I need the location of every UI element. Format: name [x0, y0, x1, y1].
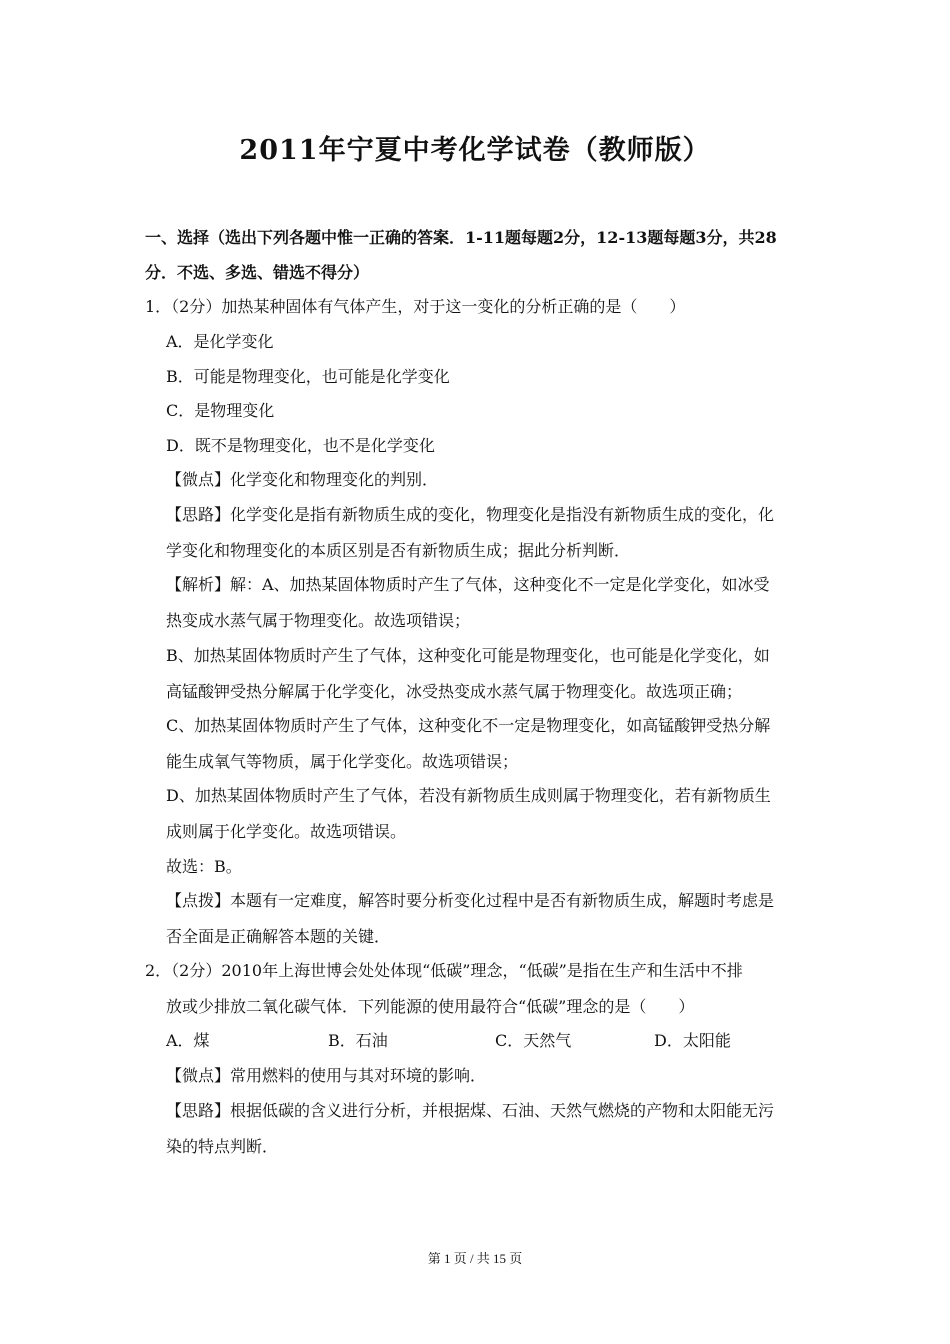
question-2-stem-line: 2．（2分）2010年上海世博会处处体现“低碳”理念，“低碳”是指在生产和生活中不排	[145, 961, 743, 980]
question-2-option-c: C．天然气	[495, 1031, 572, 1050]
question-1-point: 【微点】化学变化和物理变化的判别．	[166, 470, 439, 489]
question-1-idea-line: 学变化和物理变化的本质区别是否有新物质生成；据此分析判断．	[166, 541, 631, 560]
question-1-tip-line: 否全面是正确解答本题的关键．	[166, 927, 391, 946]
question-2-option-a: A．煤	[166, 1031, 210, 1050]
question-1-analysis-line: 成则属于化学变化。故选项错误。	[166, 822, 407, 841]
question-1-stem: 1．（2分）加热某种固体有气体产生，对于这一变化的分析正确的是（ ）	[145, 297, 686, 316]
question-2-stem-line: 放或少排放二氧化碳气体．下列能源的使用最符合“低碳”理念的是（ ）	[166, 997, 695, 1016]
question-2-option-b: B．石油	[328, 1031, 388, 1050]
question-1-analysis-line: 热变成水蒸气属于物理变化。故选项错误；	[166, 611, 471, 630]
question-1-option-b: B．可能是物理变化，也可能是化学变化	[166, 367, 450, 386]
question-1-analysis-line: 【解析】解：A、加热某固体物质时产生了气体，这种变化不一定是化学变化，如冰受	[166, 575, 770, 594]
question-1-analysis-line: B、加热某固体物质时产生了气体，这种变化可能是物理变化，也可能是化学变化，如	[166, 646, 770, 665]
question-1-analysis-line: C、加热某固体物质时产生了气体，这种变化不一定是物理变化，如高锰酸钾受热分解	[166, 716, 771, 735]
section-heading-continued: 分．不选、多选、错选不得分）	[145, 263, 370, 282]
section-heading: 一、选择（选出下列各题中惟一正确的答案．1-11题每题2分，12-13题每题3分，共28	[145, 228, 777, 247]
question-1-option-c: C．是物理变化	[166, 401, 275, 420]
question-1-analysis-line: 高锰酸钾受热分解属于化学变化，冰受热变成水蒸气属于物理变化。故选项正确；	[166, 682, 743, 701]
question-1-option-a: A．是化学变化	[166, 332, 274, 351]
question-1-answer: 故选：B。	[166, 857, 242, 876]
question-1-analysis-line: 能生成氧气等物质，属于化学变化。故选项错误；	[166, 752, 519, 771]
question-2-idea-line: 【思路】根据低碳的含义进行分析，并根据煤、石油、天然气燃烧的产物和太阳能无污	[166, 1101, 775, 1120]
question-1-idea-line: 【思路】化学变化是指有新物质生成的变化，物理变化是指没有新物质生成的变化，化	[166, 505, 775, 524]
question-2-point: 【微点】常用燃料的使用与其对环境的影响．	[166, 1066, 487, 1085]
question-2-idea-line: 染的特点判断．	[166, 1137, 279, 1156]
question-1-option-d: D．既不是物理变化，也不是化学变化	[166, 436, 435, 455]
question-1-tip-line: 【点拨】本题有一定难度，解答时要分析变化过程中是否有新物质生成，解题时考虑是	[166, 891, 775, 910]
question-1-analysis-line: D、加热某固体物质时产生了气体，若没有新物质生成则属于物理变化，若有新物质生	[166, 786, 771, 805]
question-2-option-d: D．太阳能	[654, 1031, 731, 1050]
document-title: 2011年宁夏中考化学试卷（教师版）	[239, 135, 711, 166]
page-footer: 第 1 页 / 共 15 页	[427, 1251, 523, 1266]
